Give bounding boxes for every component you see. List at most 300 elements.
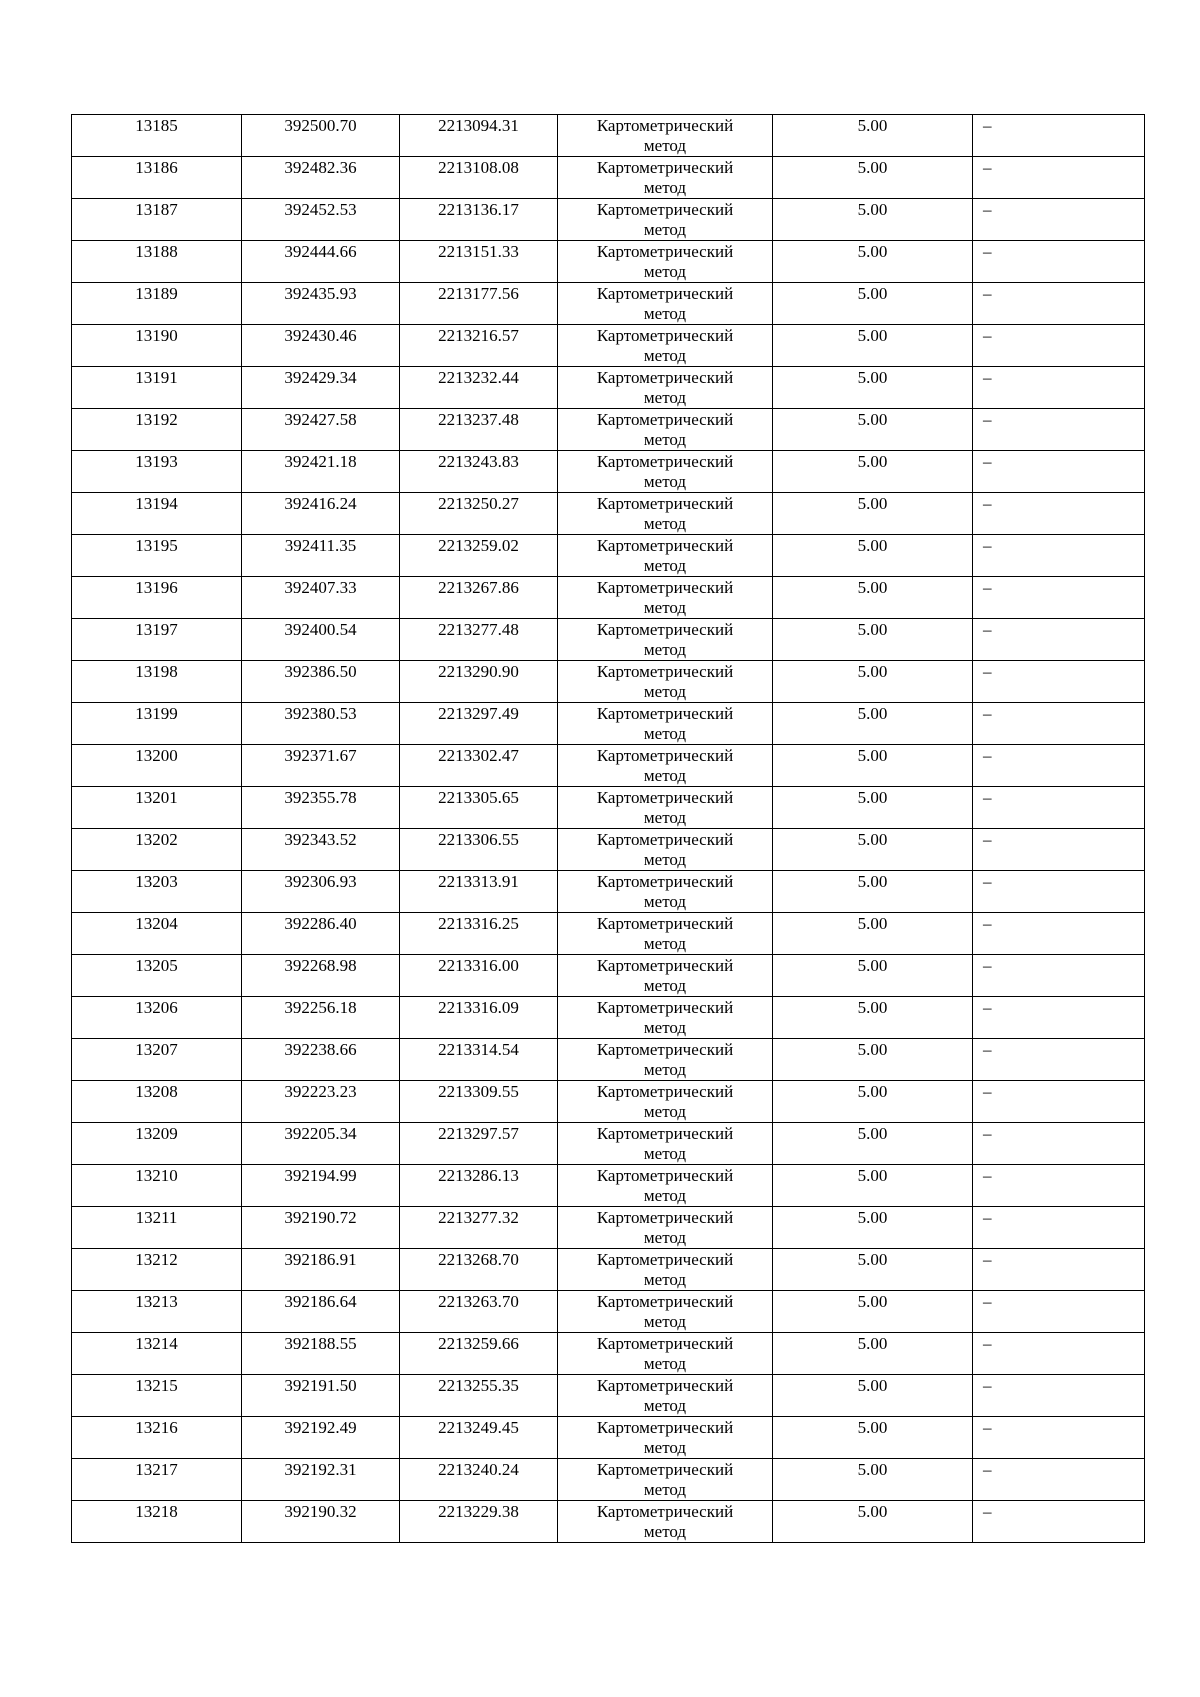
method-line-1: Картометрический	[596, 368, 734, 387]
y-coordinate-cell-text: 2213290.90	[438, 662, 519, 681]
table-row	[72, 1123, 1145, 1165]
y-coordinate-cell-text: 2213136.17	[438, 200, 519, 219]
point-number-cell-text: 13198	[135, 662, 178, 681]
y-coordinate-cell-text: 2213259.66	[438, 1334, 519, 1353]
point-number-cell	[72, 1123, 242, 1165]
accuracy-cell-text: 5.00	[857, 1208, 888, 1227]
description-cell	[973, 451, 1145, 493]
y-coordinate-cell	[400, 745, 558, 787]
accuracy-cell-text: 5.00	[857, 704, 888, 723]
accuracy-cell-text: 5.00	[857, 1376, 888, 1395]
point-number-cell	[72, 157, 242, 199]
description-cell	[973, 913, 1145, 955]
accuracy-cell-text: 5.00	[857, 872, 888, 891]
y-coordinate-cell-text: 2213094.31	[438, 116, 519, 135]
method-line-2: метод	[643, 388, 687, 407]
y-coordinate-cell	[400, 1375, 558, 1417]
x-coordinate-cell	[242, 871, 400, 913]
x-coordinate-cell	[242, 661, 400, 703]
accuracy-cell	[773, 1207, 973, 1249]
accuracy-cell-text: 5.00	[857, 284, 888, 303]
accuracy-cell	[773, 1375, 973, 1417]
method-line-2: метод	[643, 682, 687, 701]
method-line-2: метод	[643, 1354, 687, 1373]
point-number-cell-text: 13209	[135, 1124, 178, 1143]
description-cell	[973, 1249, 1145, 1291]
table-row	[72, 1249, 1145, 1291]
y-coordinate-cell-text: 2213286.13	[438, 1166, 519, 1185]
y-coordinate-cell-text: 2213305.65	[438, 788, 519, 807]
x-coordinate-cell	[242, 493, 400, 535]
method-line-1: Картометрический	[596, 1502, 734, 1521]
point-number-cell	[72, 1291, 242, 1333]
point-number-cell-text: 13202	[135, 830, 178, 849]
description-cell-text: –	[983, 1082, 992, 1101]
method-cell	[558, 703, 773, 745]
accuracy-cell-text: 5.00	[857, 1502, 888, 1521]
y-coordinate-cell-text: 2213316.25	[438, 914, 519, 933]
point-number-cell	[72, 493, 242, 535]
method-cell	[558, 409, 773, 451]
point-number-cell	[72, 1207, 242, 1249]
y-coordinate-cell	[400, 1123, 558, 1165]
method-line-2: метод	[643, 598, 687, 617]
description-cell	[973, 535, 1145, 577]
y-coordinate-cell-text: 2213108.08	[438, 158, 519, 177]
table-row	[72, 1207, 1145, 1249]
method-cell	[558, 451, 773, 493]
y-coordinate-cell-text: 2213316.09	[438, 998, 519, 1017]
method-cell	[558, 157, 773, 199]
method-cell	[558, 619, 773, 661]
method-line-1: Картометрический	[596, 1334, 734, 1353]
point-number-cell	[72, 577, 242, 619]
description-cell	[973, 115, 1145, 157]
method-cell	[558, 1417, 773, 1459]
method-cell	[558, 871, 773, 913]
x-coordinate-cell	[242, 1459, 400, 1501]
description-cell	[973, 367, 1145, 409]
method-line-1: Картометрический	[596, 284, 734, 303]
x-coordinate-cell-text: 392386.50	[284, 662, 357, 681]
table-row	[72, 787, 1145, 829]
description-cell-text: –	[983, 788, 992, 807]
description-cell-text: –	[983, 284, 992, 303]
method-line-2: метод	[643, 1060, 687, 1079]
y-coordinate-cell-text: 2213302.47	[438, 746, 519, 765]
x-coordinate-cell	[242, 1207, 400, 1249]
y-coordinate-cell	[400, 1459, 558, 1501]
x-coordinate-cell	[242, 1501, 400, 1543]
x-coordinate-cell-text: 392421.18	[284, 452, 357, 471]
x-coordinate-cell-text: 392186.91	[284, 1250, 357, 1269]
point-number-cell	[72, 1459, 242, 1501]
method-line-2: метод	[643, 976, 687, 995]
description-cell	[973, 325, 1145, 367]
description-cell-text: –	[983, 1124, 992, 1143]
description-cell	[973, 1039, 1145, 1081]
table-row	[72, 1039, 1145, 1081]
point-number-cell-text: 13213	[135, 1292, 178, 1311]
accuracy-cell-text: 5.00	[857, 1334, 888, 1353]
method-line-1: Картометрический	[596, 998, 734, 1017]
point-number-cell	[72, 829, 242, 871]
method-line-1: Картометрический	[596, 662, 734, 681]
table-row	[72, 661, 1145, 703]
x-coordinate-cell-text: 392268.98	[284, 956, 357, 975]
method-line-1: Картометрический	[596, 326, 734, 345]
method-line-2: метод	[643, 1144, 687, 1163]
description-cell-text: –	[983, 1292, 992, 1311]
point-number-cell	[72, 1375, 242, 1417]
point-number-cell-text: 13200	[135, 746, 178, 765]
description-cell	[973, 955, 1145, 997]
x-coordinate-cell	[242, 577, 400, 619]
y-coordinate-cell	[400, 1417, 558, 1459]
x-coordinate-cell-text: 392188.55	[284, 1334, 357, 1353]
method-line-1: Картометрический	[596, 410, 734, 429]
table-row	[72, 535, 1145, 577]
point-number-cell-text: 13185	[135, 116, 178, 135]
method-line-1: Картометрический	[596, 1166, 734, 1185]
table-row	[72, 997, 1145, 1039]
description-cell-text: –	[983, 1502, 992, 1521]
method-cell	[558, 325, 773, 367]
y-coordinate-cell	[400, 1165, 558, 1207]
accuracy-cell	[773, 955, 973, 997]
x-coordinate-cell-text: 392343.52	[284, 830, 357, 849]
x-coordinate-cell-text: 392427.58	[284, 410, 357, 429]
description-cell	[973, 829, 1145, 871]
method-line-1: Картометрический	[596, 1418, 734, 1437]
point-number-cell-text: 13214	[135, 1334, 178, 1353]
method-cell	[558, 1207, 773, 1249]
accuracy-cell-text: 5.00	[857, 200, 888, 219]
method-line-1: Картометрический	[596, 1460, 734, 1479]
table-row	[72, 1459, 1145, 1501]
description-cell-text: –	[983, 452, 992, 471]
method-line-2: метод	[643, 178, 687, 197]
y-coordinate-cell	[400, 1249, 558, 1291]
accuracy-cell-text: 5.00	[857, 242, 888, 261]
point-number-cell-text: 13195	[135, 536, 178, 555]
description-cell-text: –	[983, 494, 992, 513]
description-cell-text: –	[983, 956, 992, 975]
description-cell-text: –	[983, 536, 992, 555]
description-cell-text: –	[983, 872, 992, 891]
y-coordinate-cell	[400, 199, 558, 241]
y-coordinate-cell-text: 2213177.56	[438, 284, 519, 303]
y-coordinate-cell-text: 2213263.70	[438, 1292, 519, 1311]
x-coordinate-cell-text: 392192.31	[284, 1460, 357, 1479]
method-line-2: метод	[643, 766, 687, 785]
description-cell-text: –	[983, 1040, 992, 1059]
point-number-cell	[72, 1333, 242, 1375]
accuracy-cell-text: 5.00	[857, 746, 888, 765]
description-cell	[973, 1291, 1145, 1333]
table-row	[72, 745, 1145, 787]
accuracy-cell	[773, 913, 973, 955]
y-coordinate-cell-text: 2213297.57	[438, 1124, 519, 1143]
x-coordinate-cell	[242, 1417, 400, 1459]
accuracy-cell-text: 5.00	[857, 956, 888, 975]
x-coordinate-cell	[242, 325, 400, 367]
description-cell	[973, 1375, 1145, 1417]
point-number-cell	[72, 1165, 242, 1207]
accuracy-cell	[773, 283, 973, 325]
description-cell	[973, 703, 1145, 745]
point-number-cell	[72, 1249, 242, 1291]
method-cell	[558, 1123, 773, 1165]
y-coordinate-cell-text: 2213297.49	[438, 704, 519, 723]
point-number-cell	[72, 283, 242, 325]
accuracy-cell	[773, 241, 973, 283]
description-cell-text: –	[983, 998, 992, 1017]
x-coordinate-cell	[242, 619, 400, 661]
method-line-2: метод	[643, 1186, 687, 1205]
table-row	[72, 409, 1145, 451]
method-line-1: Картометрический	[596, 1208, 734, 1227]
accuracy-cell	[773, 745, 973, 787]
description-cell	[973, 1207, 1145, 1249]
point-number-cell	[72, 1501, 242, 1543]
y-coordinate-cell	[400, 451, 558, 493]
method-cell	[558, 115, 773, 157]
method-line-1: Картометрический	[596, 158, 734, 177]
x-coordinate-cell	[242, 1249, 400, 1291]
method-line-1: Картометрический	[596, 620, 734, 639]
method-line-2: метод	[643, 1228, 687, 1247]
accuracy-cell-text: 5.00	[857, 158, 888, 177]
description-cell	[973, 745, 1145, 787]
accuracy-cell	[773, 661, 973, 703]
method-line-1: Картометрический	[596, 956, 734, 975]
x-coordinate-cell	[242, 955, 400, 997]
point-number-cell	[72, 913, 242, 955]
description-cell	[973, 409, 1145, 451]
method-cell	[558, 997, 773, 1039]
y-coordinate-cell-text: 2213309.55	[438, 1082, 519, 1101]
x-coordinate-cell	[242, 1039, 400, 1081]
method-line-2: метод	[643, 1018, 687, 1037]
method-line-1: Картометрический	[596, 872, 734, 891]
description-cell	[973, 199, 1145, 241]
x-coordinate-cell-text: 392411.35	[284, 536, 357, 555]
description-cell	[973, 619, 1145, 661]
point-number-cell-text: 13204	[135, 914, 178, 933]
accuracy-cell	[773, 1165, 973, 1207]
x-coordinate-cell-text: 392355.78	[284, 788, 357, 807]
y-coordinate-cell	[400, 703, 558, 745]
x-coordinate-cell-text: 392400.54	[284, 620, 357, 639]
accuracy-cell	[773, 367, 973, 409]
x-coordinate-cell-text: 392407.33	[284, 578, 357, 597]
method-cell	[558, 367, 773, 409]
y-coordinate-cell	[400, 829, 558, 871]
accuracy-cell	[773, 619, 973, 661]
point-number-cell	[72, 1039, 242, 1081]
description-cell	[973, 1081, 1145, 1123]
accuracy-cell	[773, 1291, 973, 1333]
table-row	[72, 1333, 1145, 1375]
y-coordinate-cell	[400, 535, 558, 577]
point-number-cell-text: 13199	[135, 704, 178, 723]
x-coordinate-cell-text: 392482.36	[284, 158, 357, 177]
method-cell	[558, 913, 773, 955]
point-number-cell-text: 13192	[135, 410, 178, 429]
description-cell-text: –	[983, 1208, 992, 1227]
x-coordinate-cell-text: 392238.66	[284, 1040, 357, 1059]
table-row	[72, 913, 1145, 955]
method-cell	[558, 829, 773, 871]
accuracy-cell-text: 5.00	[857, 830, 888, 849]
accuracy-cell	[773, 409, 973, 451]
method-line-2: метод	[643, 850, 687, 869]
method-line-2: метод	[643, 808, 687, 827]
y-coordinate-cell	[400, 1081, 558, 1123]
table-row	[72, 199, 1145, 241]
accuracy-cell-text: 5.00	[857, 620, 888, 639]
point-number-cell-text: 13187	[135, 200, 178, 219]
description-cell	[973, 871, 1145, 913]
y-coordinate-cell	[400, 1501, 558, 1543]
y-coordinate-cell	[400, 325, 558, 367]
method-line-2: метод	[643, 262, 687, 281]
y-coordinate-cell	[400, 241, 558, 283]
y-coordinate-cell	[400, 955, 558, 997]
accuracy-cell-text: 5.00	[857, 326, 888, 345]
point-number-cell-text: 13207	[135, 1040, 178, 1059]
method-cell	[558, 1249, 773, 1291]
accuracy-cell	[773, 1333, 973, 1375]
method-line-1: Картометрический	[596, 578, 734, 597]
description-cell	[973, 1459, 1145, 1501]
table-row	[72, 955, 1145, 997]
point-number-cell-text: 13186	[135, 158, 178, 177]
accuracy-cell-text: 5.00	[857, 914, 888, 933]
y-coordinate-cell-text: 2213277.32	[438, 1208, 519, 1227]
table-row	[72, 703, 1145, 745]
point-number-cell-text: 13205	[135, 956, 178, 975]
point-number-cell-text: 13203	[135, 872, 178, 891]
accuracy-cell	[773, 535, 973, 577]
method-line-2: метод	[643, 934, 687, 953]
point-number-cell	[72, 199, 242, 241]
description-cell-text: –	[983, 1418, 992, 1437]
y-coordinate-cell	[400, 619, 558, 661]
point-number-cell-text: 13206	[135, 998, 178, 1017]
y-coordinate-cell-text: 2213306.55	[438, 830, 519, 849]
y-coordinate-cell-text: 2213250.27	[438, 494, 519, 513]
point-number-cell	[72, 661, 242, 703]
x-coordinate-cell-text: 392190.32	[284, 1502, 357, 1521]
description-cell	[973, 1333, 1145, 1375]
y-coordinate-cell	[400, 913, 558, 955]
y-coordinate-cell-text: 2213243.83	[438, 452, 519, 471]
table-row	[72, 451, 1145, 493]
x-coordinate-cell	[242, 241, 400, 283]
accuracy-cell	[773, 199, 973, 241]
method-cell	[558, 577, 773, 619]
description-cell-text: –	[983, 200, 992, 219]
accuracy-cell-text: 5.00	[857, 1124, 888, 1143]
table-row	[72, 1291, 1145, 1333]
point-number-cell-text: 13196	[135, 578, 178, 597]
y-coordinate-cell-text: 2213237.48	[438, 410, 519, 429]
accuracy-cell-text: 5.00	[857, 368, 888, 387]
method-line-1: Картометрический	[596, 788, 734, 807]
accuracy-cell-text: 5.00	[857, 1082, 888, 1101]
accuracy-cell-text: 5.00	[857, 578, 888, 597]
accuracy-cell-text: 5.00	[857, 662, 888, 681]
point-number-cell	[72, 409, 242, 451]
x-coordinate-cell-text: 392186.64	[284, 1292, 357, 1311]
x-coordinate-cell-text: 392371.67	[284, 746, 357, 765]
y-coordinate-cell	[400, 283, 558, 325]
x-coordinate-cell-text: 392430.46	[284, 326, 357, 345]
table-row	[72, 241, 1145, 283]
y-coordinate-cell	[400, 1333, 558, 1375]
accuracy-cell-text: 5.00	[857, 494, 888, 513]
accuracy-cell-text: 5.00	[857, 1166, 888, 1185]
point-number-cell	[72, 325, 242, 367]
description-cell-text: –	[983, 326, 992, 345]
description-cell	[973, 577, 1145, 619]
description-cell	[973, 1123, 1145, 1165]
method-line-2: метод	[643, 1102, 687, 1121]
x-coordinate-cell	[242, 535, 400, 577]
x-coordinate-cell-text: 392190.72	[284, 1208, 357, 1227]
x-coordinate-cell-text: 392256.18	[284, 998, 357, 1017]
x-coordinate-cell-text: 392452.53	[284, 200, 357, 219]
method-line-1: Картометрический	[596, 1040, 734, 1059]
x-coordinate-cell	[242, 829, 400, 871]
method-cell	[558, 1291, 773, 1333]
method-line-2: метод	[643, 892, 687, 911]
description-cell-text: –	[983, 368, 992, 387]
y-coordinate-cell	[400, 787, 558, 829]
method-line-1: Картометрический	[596, 746, 734, 765]
point-number-cell	[72, 1417, 242, 1459]
table-row	[72, 367, 1145, 409]
description-cell	[973, 1417, 1145, 1459]
x-coordinate-cell	[242, 451, 400, 493]
table-row	[72, 493, 1145, 535]
method-line-2: метод	[643, 556, 687, 575]
method-line-2: метод	[643, 136, 687, 155]
description-cell-text: –	[983, 410, 992, 429]
method-cell	[558, 1039, 773, 1081]
method-line-2: метод	[643, 430, 687, 449]
description-cell-text: –	[983, 1334, 992, 1353]
point-number-cell-text: 13215	[135, 1376, 178, 1395]
accuracy-cell	[773, 157, 973, 199]
point-number-cell	[72, 115, 242, 157]
coordinates-table-body	[72, 115, 1145, 1543]
table-row	[72, 619, 1145, 661]
method-line-1: Картометрический	[596, 494, 734, 513]
x-coordinate-cell	[242, 115, 400, 157]
y-coordinate-cell-text: 2213316.00	[438, 956, 519, 975]
x-coordinate-cell	[242, 367, 400, 409]
description-cell-text: –	[983, 746, 992, 765]
y-coordinate-cell	[400, 1291, 558, 1333]
accuracy-cell-text: 5.00	[857, 536, 888, 555]
table-row	[72, 577, 1145, 619]
method-cell	[558, 1501, 773, 1543]
accuracy-cell	[773, 787, 973, 829]
x-coordinate-cell	[242, 997, 400, 1039]
